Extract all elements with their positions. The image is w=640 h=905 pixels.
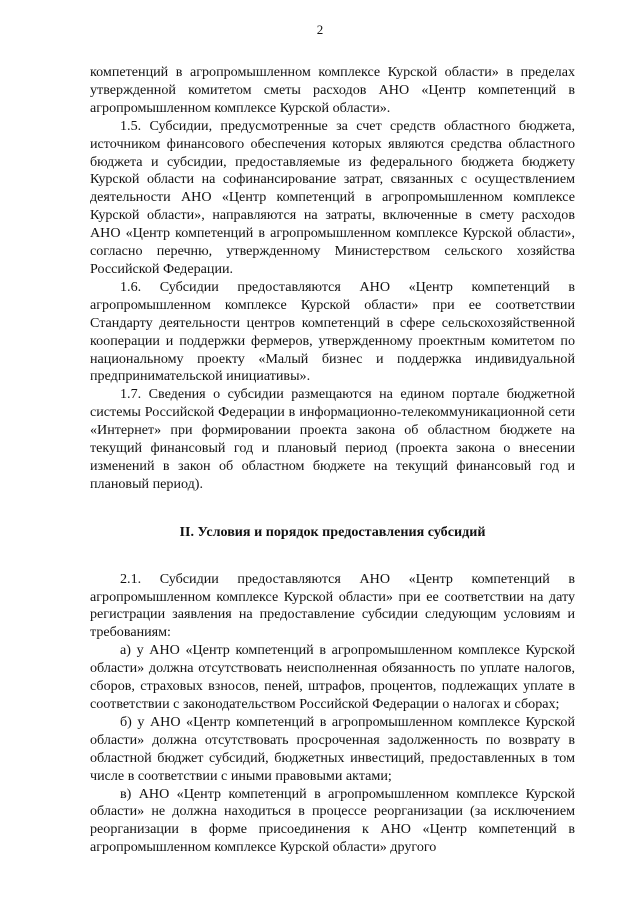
paragraph-2-1-v: в) АНО «Центр компетенций в агропромышленном комплексе Курской области» не должна находиться в процессе реорганизации (за исключением реорганизации в форме присоединения к АНО «Центр компетенций в агропромышленном комплексе Курской области» другого — [90, 785, 575, 856]
paragraph-continued: компетенций в агропромышленном комплексе Курской области» в пределах утвержденной комитетом сметы расходов АНО «Центр компетенций в агропромышленном комплексе Курской области». — [90, 64, 575, 116]
paragraph-2-1: 2.1. Субсидии предоставляются АНО «Центр компетенций в агропромышленном комплексе Курской области» при ее соответствии на дату регистрации заявления на предоставление субсидии следующим условиям и требованиям: — [90, 570, 575, 641]
paragraph-1-6: 1.6. Субсидии предоставляются АНО «Центр компетенций в агропромышленном комплексе Курской области» при ее соответствии Стандарту деятельности центров компетенций в сфере сельскохозяйственной кооперации и поддержки фермеров, утвержденному проектным комитетом по национальному проекту «Малый бизнес и поддержка индивидуальной предпринимательской инициативы». — [90, 278, 575, 385]
document-body — [90, 64, 575, 857]
section-2-heading: II. Условия и порядок предоставления субсидий — [179, 523, 486, 540]
paragraph-1-5: 1.5. Субсидии, предусмотренные за счет средств областного бюджета, источником финансового обеспечения которых являются средства областного бюджета и субсидии, предоставляемые из федерального бюджета бюджету Курской области на софинансирование затрат, связанных с осуществлением деятельности АНО «Центр компетенций в агропромышленном комплексе Курской области», направляются на затраты, включенные в смету расходов АНО «Центр компетенций в агропромышленном комплексе Курской области», согласно перечню, утвержденному Министерством сельского хозяйства Российской Федерации. — [90, 117, 575, 277]
paragraph-1-7: 1.7. Сведения о субсидии размещаются на едином портале бюджетной системы Российской Федерации в информационно-телекоммуникационной сети «Интернет» при формировании проекта закона об областном бюджете на текущий финансовый год и плановый период (проекта закона о внесении изменений в закон об областном бюджете на текущий финансовый год и плановый период). — [90, 386, 575, 492]
paragraph-2-1-b: б) у АНО «Центр компетенций в агропромышленном комплексе Курской области» должна отсутствовать просроченная задолженность по возврату в областной бюджет субсидий, бюджетных инвестиций, предоставленных в том числе в соответствии с иными правовыми актами; — [90, 713, 575, 784]
paragraph-2-1-a: а) у АНО «Центр компетенций в агропромышленном комплексе Курской области» должна отсутствовать неисполненная обязанность по уплате налогов, сборов, страховых взносов, пеней, штрафов, процентов, подлежащих уплате в соответствии с законодательством Российской Федерации о налогах и сборах; — [90, 642, 575, 712]
page-number: 2 — [316, 22, 324, 37]
